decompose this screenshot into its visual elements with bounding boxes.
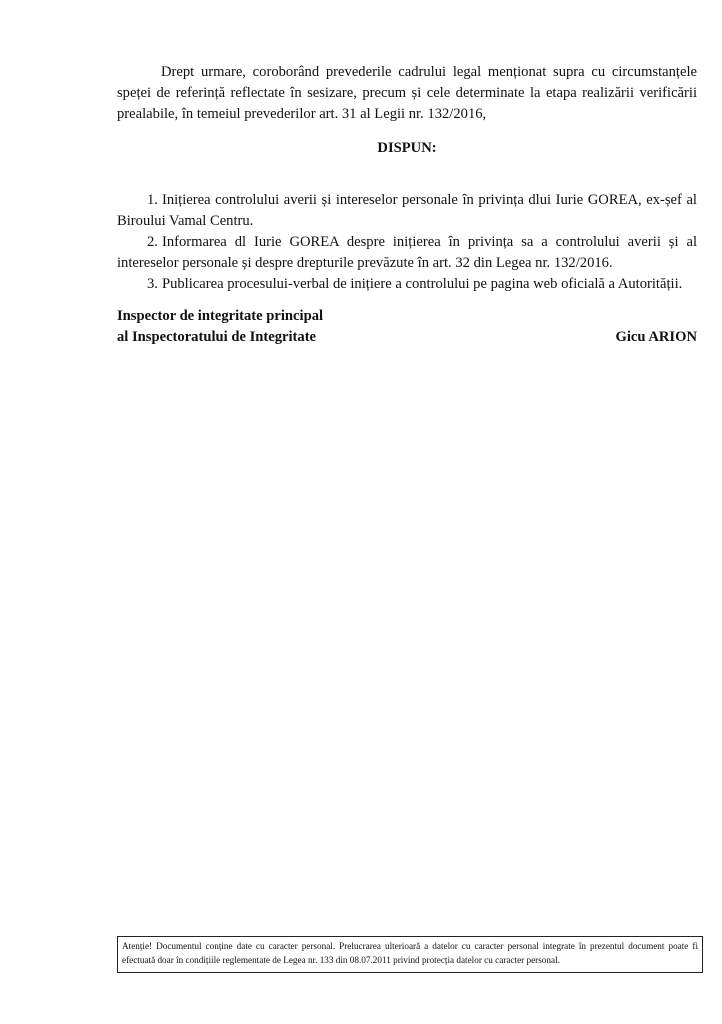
item-text: Publicarea procesului-verbal de inițiere a controlului pe pagina web oficială a Autorității. <box>161 276 683 292</box>
signatory-title-line2: al Inspectoratului de Integritate <box>117 329 317 345</box>
signatory-name: Gicu ARION <box>615 329 697 345</box>
personal-data-notice: Atenție! Documentul conține date cu caracter personal. Prelucrarea ulterioară a datelor cu caracter personal integrate în prezentul document poate fi efectuată doar în condițiile reglementate de Legea nr. 133 din 08.07.2011 privind protecția datelor cu caracter personal. <box>117 936 703 973</box>
decision-heading: DISPUN: <box>377 140 437 156</box>
decision-list <box>117 190 697 295</box>
item-number: 2. <box>147 234 158 250</box>
signature-line <box>117 327 697 348</box>
intro-paragraph: Drept urmare, coroborând prevederile cadrului legal menționat supra cu circumstanțele speței de referință reflectate în sesizare, precum și cele determinate la etapa realizării verificării prealabile, în temeiul prevederilor art. 31 al Legii nr. 132/2016, <box>117 64 697 122</box>
item-number: 1. <box>147 192 158 208</box>
item-text: Informarea dl Iurie GOREA despre inițierea în privința sa a controlului averii și al intereselor personale și despre drepturile prevăzute în art. 32 din Legea nr. 132/2016. <box>117 234 697 271</box>
item-number: 3. <box>147 276 158 292</box>
decision-item-1 <box>117 190 697 232</box>
decision-item-3 <box>117 274 697 295</box>
signatory-title-line1: Inspector de integritate principal <box>117 308 324 324</box>
item-text: Inițierea controlului averii și intereselor personale în privința dlui Iurie GOREA, ex-șef al Biroului Vamal Centru. <box>117 192 697 229</box>
signature-block <box>117 306 697 348</box>
decision-item-2 <box>117 232 697 274</box>
